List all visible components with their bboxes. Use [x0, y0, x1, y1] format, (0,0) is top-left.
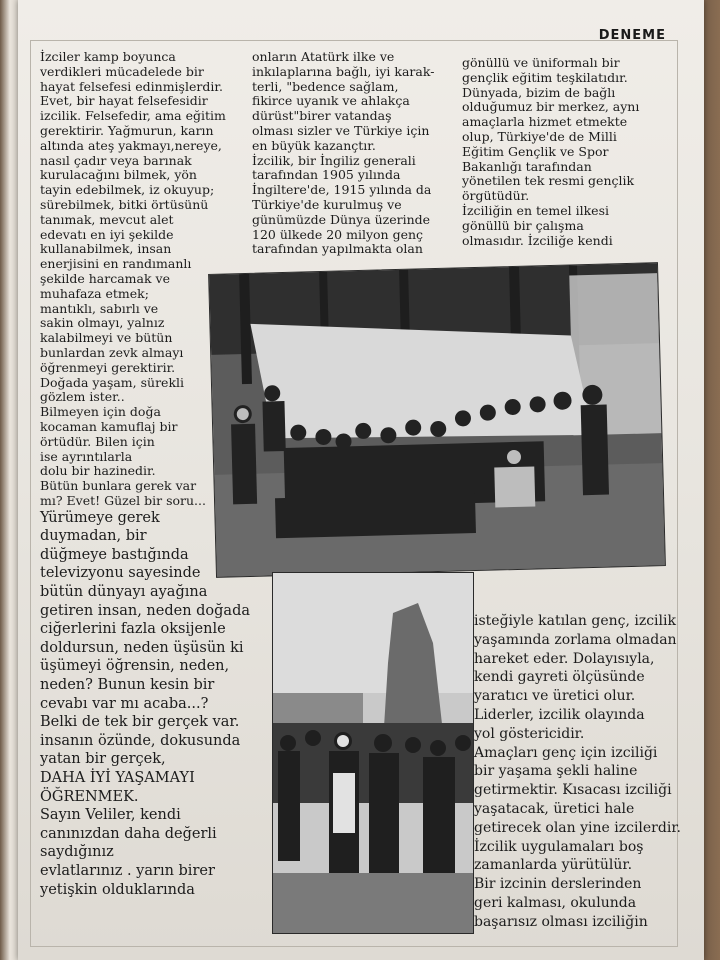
- column-bottom-right-line: Bir izcinin derslerinden: [474, 876, 642, 893]
- column-bottom-right-line: yol göstericidir.: [474, 725, 585, 742]
- column-left-upper-line: İzciler kamp boyunca: [40, 49, 176, 64]
- column-bottom-right-line: getirecek olan yine izcilerdir.: [474, 819, 681, 836]
- column-left-closing-line: yetişkin olduklarında: [40, 881, 195, 898]
- column-bottom-right-line: hareket eder. Dolayısıyla,: [474, 650, 655, 667]
- column-left-upper-line: kalabilmeyi ve bütün: [40, 330, 173, 346]
- column-left: [40, 49, 251, 899]
- column-left-upper-line: altında ateş yakmayı,nereye,: [40, 137, 222, 153]
- column-middle-line: olması sizler ve Türkiye için: [252, 122, 430, 138]
- column-right-line: olduğumuz bir merkez, aynı: [462, 99, 640, 115]
- column-right-line: olmasıdır. İzciliğe kendi: [462, 232, 613, 248]
- column-left-upper-line: kullanabilmek, insan: [40, 241, 172, 257]
- column-middle-line: İzcilik, bir İngiliz generali: [252, 152, 416, 168]
- column-bottom-right-line: geri kalması, okulunda: [474, 894, 637, 911]
- column-bottom-right-line: yaşatacak, üretici hale: [474, 800, 635, 817]
- column-left-upper-line: öğrenmeyi gerektirir.: [40, 359, 176, 375]
- column-left-upper-line: gözlem ister..: [40, 389, 125, 405]
- column-left-lower-line: televizyonu sayesinde: [40, 565, 201, 582]
- column-left-upper-line: şekilde harcamak ve: [40, 270, 170, 286]
- column-left-upper-line: kocaman kamuflaj bir: [40, 418, 178, 434]
- group-photo-icon: [209, 263, 665, 577]
- column-left-upper-line: hayat felsefesi edinmişlerdir.: [40, 78, 223, 94]
- column-left-upper-line: Evet, bir hayat felsefesidir: [40, 93, 208, 109]
- column-middle-line: tarafından yapılmakta olan: [252, 241, 423, 257]
- emphasis-line: ÖĞRENMEK.: [40, 788, 139, 805]
- column-left-lower-line: yatan bir gerçek,: [40, 751, 166, 768]
- column-left-upper-line: tayin edebilmek, iz okuyup;: [40, 182, 215, 198]
- column-left-upper-line: mantıklı, sabırlı ve: [40, 300, 159, 316]
- column-bottom-right: [474, 612, 681, 932]
- column-middle-line: 120 ülkede 20 milyon genç: [252, 226, 424, 242]
- column-left-lower-line: üşümeyi öğrensin, neden,: [40, 658, 230, 675]
- column-left-lower-line: insanın özünde, dokusunda: [40, 732, 241, 749]
- column-right-line: Dünyada, bizim de bağlı: [462, 84, 616, 100]
- column-left-closing-line: saydığınız: [40, 844, 114, 861]
- column-left-lower-line: Yürümeye gerek: [40, 509, 160, 526]
- column-bottom-right-line: getirmektir. Kısacası izciliği: [474, 782, 672, 799]
- column-bottom-right-line: Liderler, izcilik olayında: [474, 706, 645, 723]
- column-right-line: olup, Türkiye'de de Milli: [462, 128, 617, 144]
- column-left-lower-line: duymadan, bir: [40, 528, 147, 545]
- column-left-upper-line: sürebilmek, bitki örtüsünü: [40, 196, 209, 212]
- column-left-lower-line: doldursun, neden üşüsün ki: [40, 639, 244, 656]
- column-right-line: Eğitim Gençlik ve Spor: [462, 143, 609, 159]
- column-bottom-right-line: yaşamında zorlama olmadan: [474, 631, 677, 648]
- column-left-upper-line: mı? Evet! Güzel bir soru...: [40, 492, 206, 508]
- column-left-closing-line: evlatlarınız . yarın birer: [40, 862, 215, 879]
- column-left-lower-line: düğmeye bastığında: [40, 546, 189, 563]
- column-left-upper-line: sakin olmayı, yalnız: [40, 315, 165, 331]
- column-right: [462, 56, 642, 248]
- column-left-lower-line: bütün dünyayı ayağına: [40, 584, 208, 601]
- emphasis-text: [40, 769, 240, 806]
- column-bottom-right-line: başarısız olması izciliğin: [474, 913, 648, 930]
- column-left-upper-line: verdikleri mücadelede bir: [40, 63, 204, 79]
- column-right-line: amaçlarla hizmet etmekte: [462, 114, 628, 130]
- column-middle-line: inkılaplarına bağlı, iyi karak-: [252, 63, 435, 79]
- column-bottom-right-line: bir yaşama şekli haline: [474, 763, 638, 780]
- column-middle-line: onların Atatürk ilke ve: [252, 49, 395, 64]
- column-bottom-right-line: İzcilik uygulamaları boş: [474, 838, 644, 855]
- column-right-line: yönetilen tek resmi gençlik: [462, 173, 635, 189]
- camp-group-photo: [208, 262, 666, 578]
- column-left-upper-line: Bütün bunlara gerek var: [40, 478, 197, 494]
- column-left-upper-line: Doğada yaşam, sürekli: [40, 374, 185, 390]
- column-left-upper-line: tanımak, mevcut alet: [40, 211, 174, 227]
- column-left-upper-line: Bilmeyen için doğa: [40, 404, 161, 420]
- column-left-lower-line: getiren insan, neden doğada: [40, 602, 251, 619]
- column-bottom-right-line: Amaçları genç için izciliği: [474, 744, 658, 761]
- column-middle: [252, 50, 452, 257]
- column-right-line: gençlik eğitim teşkilatıdır.: [462, 69, 628, 85]
- column-left-upper-line: izcilik. Felsefedir, ama eğitim: [40, 108, 226, 124]
- group-photo-icon: [273, 573, 473, 933]
- column-middle-line: fikirce uyanık ve ahlakça: [252, 93, 410, 109]
- column-left-closing-line: Sayın Veliler, kendi: [40, 807, 181, 824]
- column-left-upper-line: nasıl çadır veya barınak: [40, 152, 192, 168]
- column-bottom-right-line: isteğiyle katılan genç, izcilik: [474, 613, 676, 629]
- column-left-upper-line: muhafaza etmek;: [40, 285, 149, 301]
- column-left-lower-line: ciğerlerini fazla oksijenle: [40, 621, 226, 638]
- column-left-upper-line: ise ayrıntılarla: [40, 448, 133, 464]
- column-right-line: gönüllü bir çalışma: [462, 217, 584, 233]
- column-middle-line: dürüst"birer vatandaş: [252, 108, 392, 124]
- column-left-upper-line: gerektirir. Yağmurun, karın: [40, 122, 214, 138]
- column-bottom-right-line: yaratıcı ve üretici olur.: [474, 688, 636, 705]
- column-middle-line: günümüzde Dünya üzerinde: [252, 211, 431, 227]
- column-middle-line: terli, "bedence sağlam,: [252, 78, 399, 94]
- column-left-lower: [40, 509, 251, 769]
- column-left-closing: [40, 806, 240, 899]
- column-left-upper-line: bunlardan zevk almayı: [40, 344, 184, 360]
- column-left-upper-line: örtüdür. Bilen için: [40, 433, 155, 449]
- column-left-upper-line: kurulacağını bilmek, yön: [40, 167, 197, 183]
- column-right-line: gönüllü ve üniformalı bir: [462, 55, 620, 70]
- column-left-lower-line: Belki de tek bir gerçek var.: [40, 714, 240, 731]
- column-left-lower-line: neden? Bunun kesin bir: [40, 677, 215, 694]
- column-left-closing-line: canınızdan daha değerli: [40, 825, 217, 842]
- column-bottom-right-line: kendi gayreti ölçüsünde: [474, 669, 645, 686]
- ruins-group-photo: [272, 572, 474, 934]
- column-right-line: Bakanlığı tarafından: [462, 158, 592, 174]
- emphasis-line: DAHA İYİ YAŞAMAYI: [40, 770, 195, 787]
- column-middle-line: tarafından 1905 yılında: [252, 167, 401, 183]
- column-left-upper-line: enerjisini en randımanlı: [40, 256, 192, 272]
- column-left-lower-line: cevabı var mı acaba...?: [40, 695, 209, 712]
- column-left-upper-line: edevatı en iyi şekilde: [40, 226, 174, 242]
- column-bottom-right-line: zamanlarda yürütülür.: [474, 857, 633, 874]
- column-middle-line: Türkiye'de kurulmuş ve: [252, 196, 402, 212]
- column-middle-line: İngiltere'de, 1915 yılında da: [252, 182, 432, 198]
- column-middle-line: en büyük kazançtır.: [252, 137, 376, 153]
- section-label: DENEME: [598, 28, 666, 43]
- column-left-upper-line: dolu bir hazinedir.: [40, 463, 156, 479]
- column-right-line: İzciliğin en temel ilkesi: [462, 202, 609, 218]
- column-right-line: örgütüdür.: [462, 188, 530, 204]
